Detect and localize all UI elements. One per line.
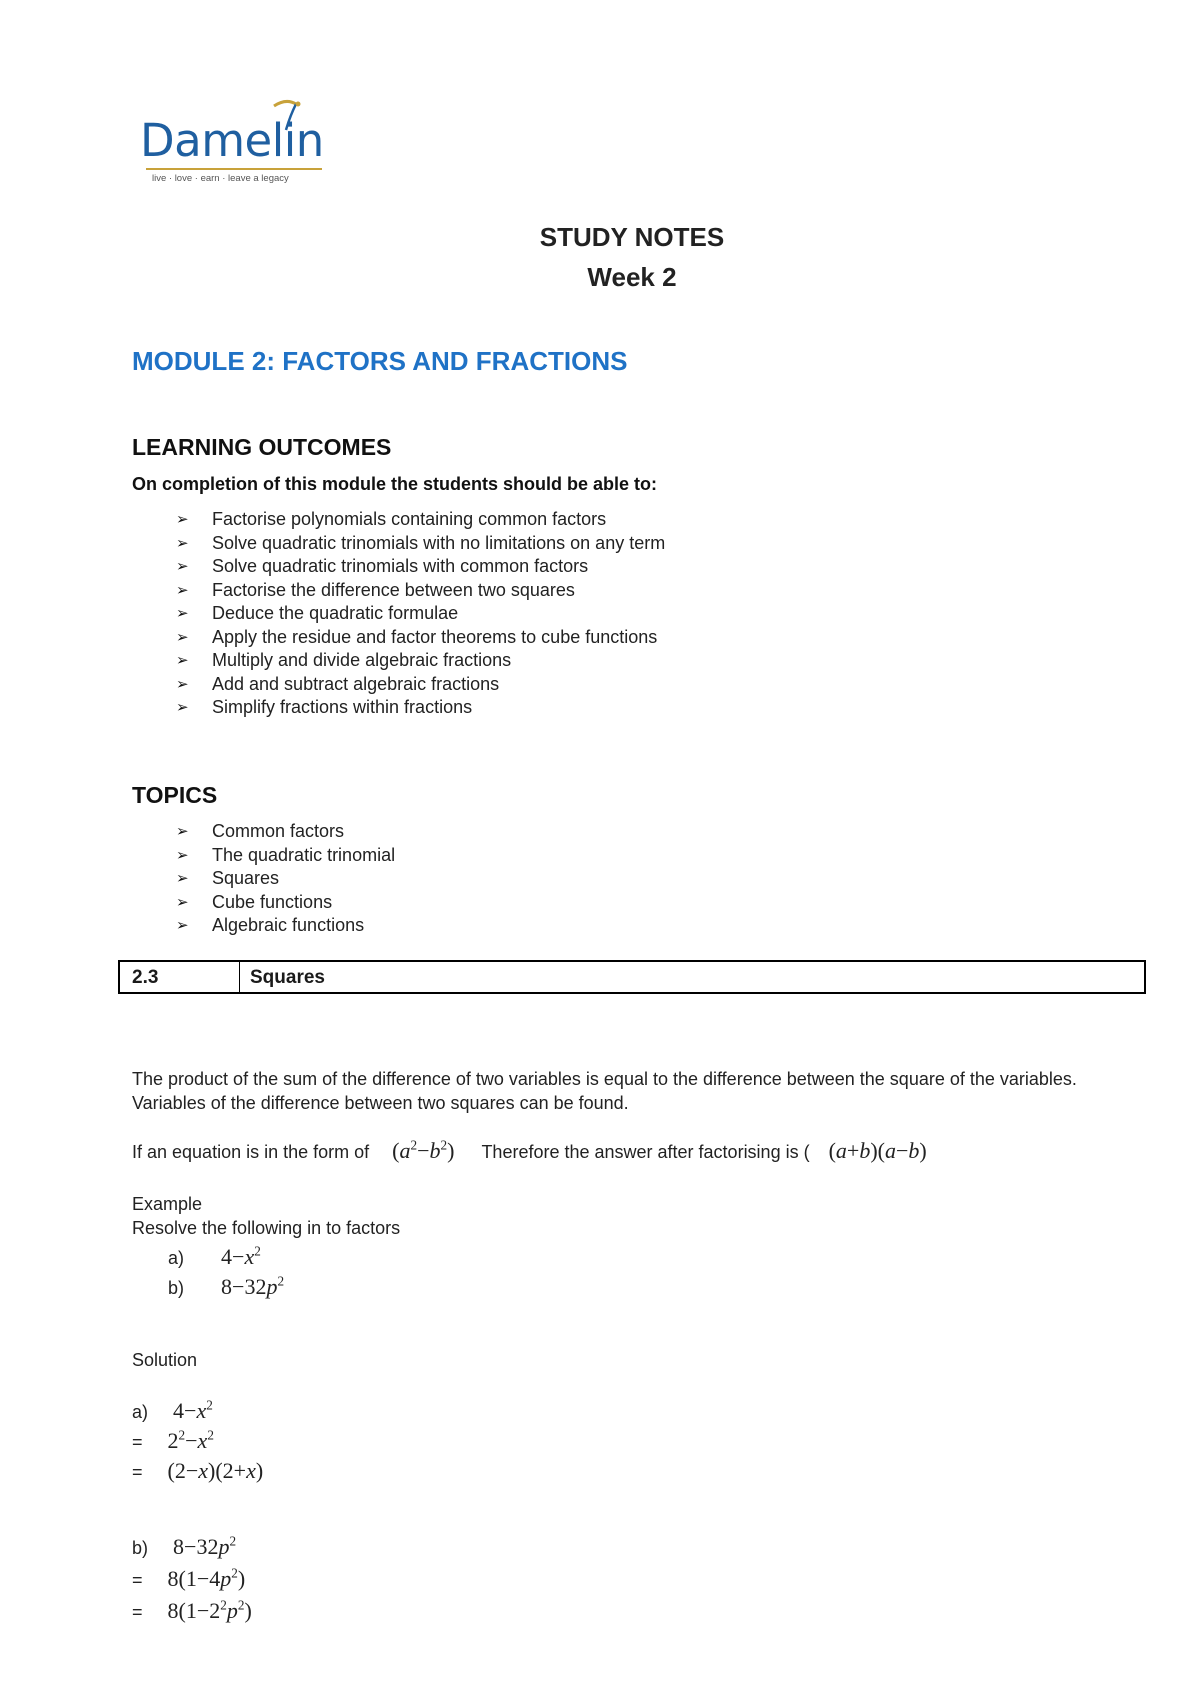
list-item: ➢ Cube functions [176,891,395,915]
solution-label: Solution [132,1350,198,1370]
list-item: ➢ Solve quadratic trinomials with common factors [176,555,665,579]
list-item: ➢ Solve quadratic trinomials with no limitations on any term [176,532,665,556]
arrow-bullet-icon: ➢ [176,605,189,622]
arrow-bullet-icon: ➢ [176,675,189,693]
arrow-bullet-icon: ➢ [176,511,189,528]
damelin-logo [140,96,330,188]
list-item: ➢ Add and subtract algebraic fractions [176,673,665,697]
arrow-bullet-icon: ➢ [176,823,189,840]
arrow-bullet-icon: ➢ [176,534,189,552]
arrow-bullet-icon: ➢ [176,917,189,934]
arrow-bullet-icon: ➢ [176,558,189,575]
example-b: b) $8-32p^2$ [168,1273,285,1299]
arrow-bullet-icon: ➢ [176,581,189,599]
solution-a-3: = (2−x)(2+x) [132,1458,264,1483]
list-item: ➢ The quadratic trinomial [176,844,395,868]
section-header-table [118,960,1146,994]
doc-subtitle-week: Week 2 [587,262,677,292]
outcomes-list [176,508,665,720]
section-number: 2.3 [120,962,240,992]
arrow-bullet-icon: ➢ [176,846,189,864]
intro-paragraph: The product of the sum of the difference of two variables is equal to the difference between the square of the variables. Variables of the difference between two squares can be found. [132,1069,1077,1113]
arrow-bullet-icon: ➢ [176,628,189,646]
list-item: ➢ Multiply and divide algebraic fractions [176,649,665,673]
list-item: ➢ Algebraic functions [176,914,395,938]
example-a: a) $4-x^2$ [168,1243,261,1269]
form-middle: Therefore the answer after factorising is ( [481,1142,810,1162]
topics-heading: TOPICS [132,782,218,808]
arrow-bullet-icon: ➢ [176,870,189,887]
solution-a-1: a) $4-x^2$ [132,1397,213,1423]
topics-list [176,820,395,938]
formula-a2-minus-b2: $(a^2-b^2)$ [392,1137,455,1163]
logo-underline [146,168,322,170]
solution-a-2: = $2^2-x^2$ [132,1427,214,1453]
section-title: Squares [250,967,325,988]
example-instruction: Resolve the following in to factors [132,1218,401,1238]
module-title: MODULE 2: FACTORS AND FRACTIONS [132,346,628,376]
outcomes-intro: On completion of this module the students should be able to: [132,474,658,494]
list-item: ➢ Squares [176,867,395,891]
example-label: Example [132,1194,203,1214]
form-line [132,1138,927,1164]
arrow-bullet-icon: ➢ [176,652,189,669]
solution-b-2: = $8(1-4p^2)$ [132,1565,246,1591]
list-item: ➢ Simplify fractions within fractions [176,696,665,720]
outcomes-heading: LEARNING OUTCOMES [132,434,392,460]
list-item: ➢ Apply the residue and factor theorems to cube functions [176,626,665,650]
arrow-bullet-icon: ➢ [176,699,189,716]
logo-wordmark: Damelin [140,114,324,167]
solution-b-1: b) $8-32p^2$ [132,1533,237,1559]
list-item: ➢ Deduce the quadratic formulae [176,602,665,626]
list-item: ➢ Factorise polynomials containing common factors [176,508,665,532]
solution-b-3: = $8(1-2^2p^2)$ [132,1597,252,1623]
list-item: ➢ Common factors [176,820,395,844]
expr-4-minus-x2: $4-x^2$ [221,1243,261,1269]
expr-8-minus-32p2: $8-32p^2$ [221,1273,285,1299]
doc-title: STUDY NOTES [539,222,725,252]
formula-factored: (a+b)(a−b) [828,1138,927,1163]
list-item: ➢ Factorise the difference between two squares [176,579,665,603]
arrow-bullet-icon: ➢ [176,893,189,911]
form-prefix: If an equation is in the form of [132,1142,370,1162]
logo-tagline: live · love · earn · leave a legacy [152,173,289,184]
